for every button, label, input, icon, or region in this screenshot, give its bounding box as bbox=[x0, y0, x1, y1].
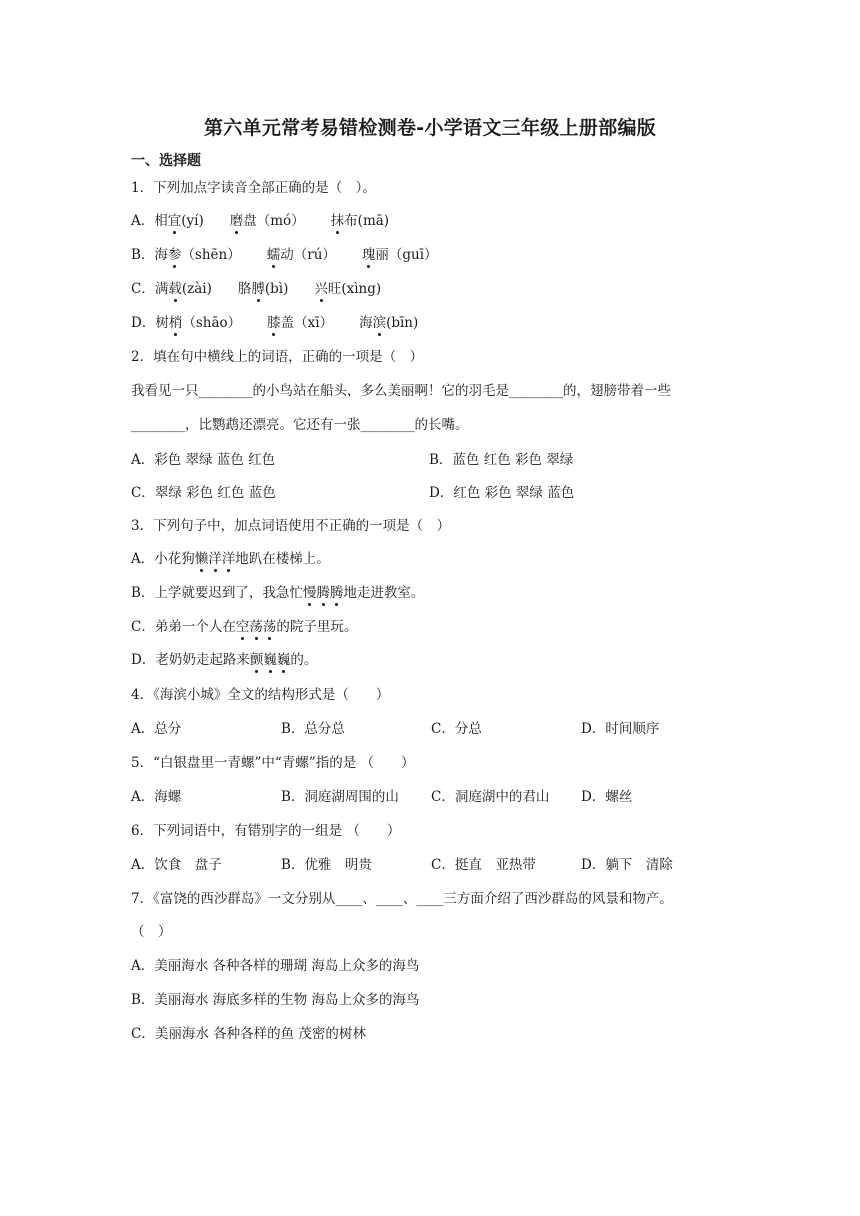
q2-passage-line-2: ________，比鹦鹉还漂亮。它还有一张________的长嘴。 bbox=[131, 417, 469, 433]
question-1-stem: 1．下列加点字读音全部正确的是（ ）。 bbox=[131, 180, 376, 196]
question-6-stem: 6．下列词语中，有错别字的一组是 （ ） bbox=[131, 823, 401, 839]
q6-options bbox=[131, 855, 731, 875]
question-4-stem: 4．《海滨小城》全文的结构形式是（ ） bbox=[131, 687, 390, 703]
q5-option-d: D．螺丝 bbox=[581, 789, 633, 805]
q2-options-row-1 bbox=[131, 450, 727, 470]
question-7-stem: 7．《富饶的西沙群岛》一文分别从____、____、____三方面介绍了西沙群岛的风景和物产。 bbox=[131, 891, 673, 907]
q2-option-d: D．红色 彩色 翠绿 蓝色 bbox=[429, 485, 575, 501]
q5-options bbox=[131, 787, 731, 807]
q3-option-d: D．老奶奶走起路来颤巍巍的。 bbox=[131, 652, 318, 668]
q3-option-a: A．小花狗懒洋洋地趴在楼梯上。 bbox=[131, 551, 330, 567]
q1-option-a: A．相宜(yí) 磨盘（mó） 抹布(mā) bbox=[131, 213, 390, 229]
q7-option-b: B．美丽海水 海底多样的生物 海岛上众多的海鸟 bbox=[131, 992, 420, 1008]
q1-option-b: B．海参（shēn） 蠕动（rú） 瑰丽（guī） bbox=[131, 247, 438, 263]
q5-option-b: B．洞庭湖周围的山 bbox=[281, 789, 399, 805]
page-title: 第六单元常考易错检测卷-小学语文三年级上册部编版 bbox=[203, 117, 657, 139]
question-2-stem: 2．填在句中横线上的词语，正确的一项是（ ） bbox=[131, 349, 424, 365]
q5-option-a: A．海螺 bbox=[131, 789, 182, 805]
q6-option-d: D．躺下 清除 bbox=[581, 857, 673, 873]
q6-option-c: C．挺直 亚热带 bbox=[431, 857, 536, 873]
q4-options bbox=[131, 719, 731, 739]
question-5-stem: 5．“白银盘里一青螺”中“青螺”指的是 （ ） bbox=[131, 755, 415, 771]
q7-option-c: C．美丽海水 各种各样的鱼 茂密的树林 bbox=[131, 1026, 366, 1042]
section-heading: 一、选择题 bbox=[131, 153, 201, 169]
q1-option-c: C．满载(zài) 胳膊(bì) 兴旺(xìng) bbox=[131, 281, 382, 297]
q2-option-b: B．蓝色 红色 彩色 翠绿 bbox=[429, 452, 574, 468]
q2-option-c: C．翠绿 彩色 红色 蓝色 bbox=[131, 485, 276, 501]
q6-option-a: A．饮食 盘子 bbox=[131, 857, 222, 873]
question-3-stem: 3．下列句子中，加点词语使用不正确的一项是（ ） bbox=[131, 518, 451, 534]
q7-option-a: A．美丽海水 各种各样的珊瑚 海岛上众多的海鸟 bbox=[131, 958, 420, 974]
q5-option-c: C．洞庭湖中的君山 bbox=[431, 789, 550, 805]
q3-option-b: B．上学就要迟到了，我急忙慢腾腾地走进教室。 bbox=[131, 585, 425, 601]
q4-option-d: D．时间顺序 bbox=[581, 721, 660, 737]
q4-option-b: B．总分总 bbox=[281, 721, 345, 737]
q2-passage-line-1: 我看见一只________的小鸟站在船头，多么美丽啊！它的羽毛是________的，翅膀带着一些 bbox=[131, 383, 671, 399]
q4-option-a: A．总分 bbox=[131, 721, 182, 737]
question-7-stem-cont: （ ） bbox=[131, 924, 172, 940]
q2-options-row-2 bbox=[131, 483, 727, 503]
q1-option-d: D．树梢（shāo） 膝盖（xī） 海滨(bīn) bbox=[131, 315, 419, 331]
q4-option-c: C．分总 bbox=[431, 721, 482, 737]
q2-option-a: A．彩色 翠绿 蓝色 红色 bbox=[131, 452, 276, 468]
q3-option-c: C．弟弟一个人在空荡荡的院子里玩。 bbox=[131, 619, 358, 635]
q6-option-b: B．优雅 明贵 bbox=[281, 857, 372, 873]
